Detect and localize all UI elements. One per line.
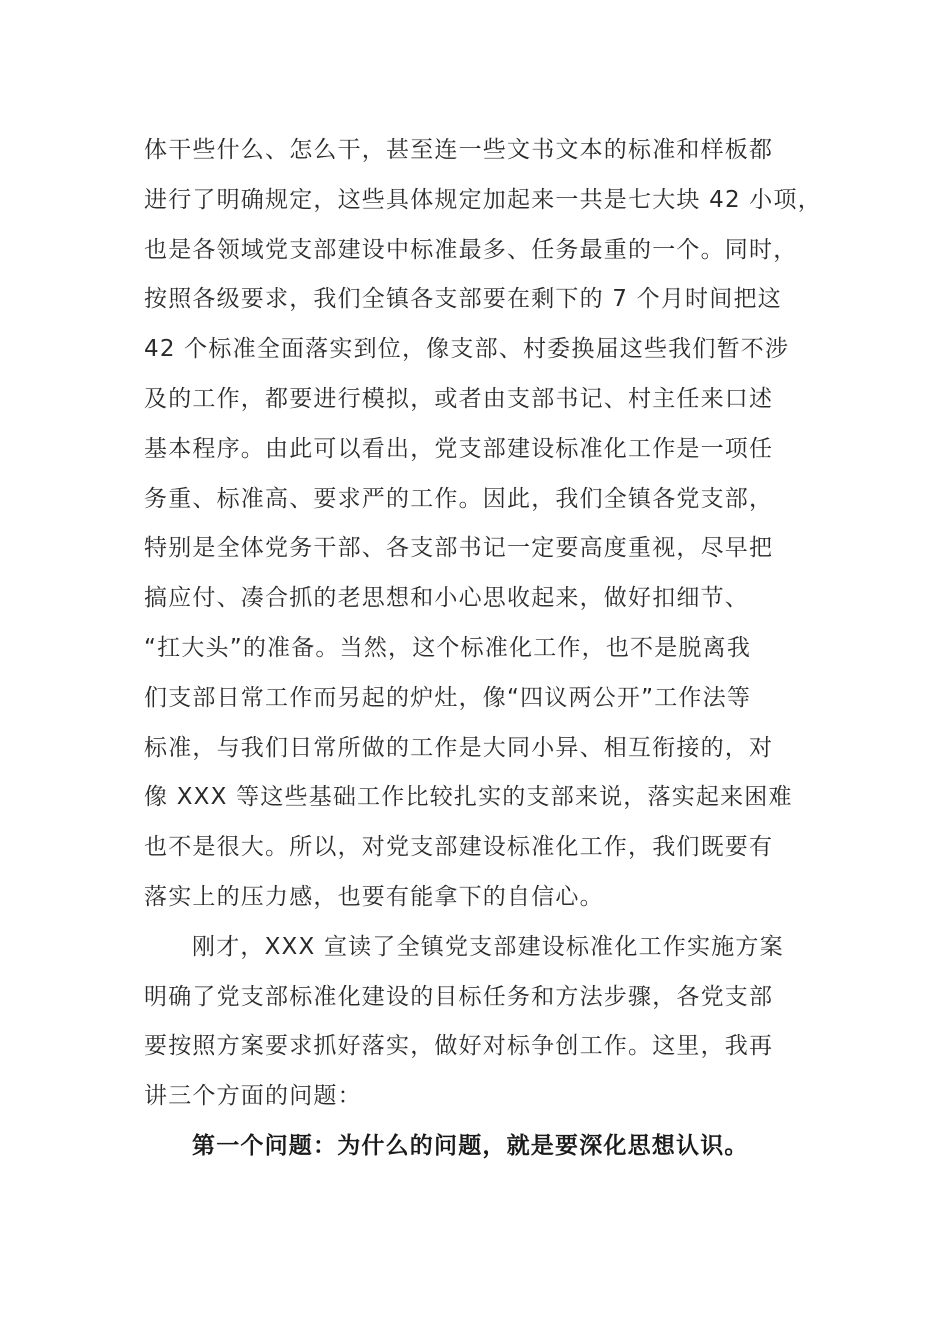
paragraph-line: 像 XXX 等这些基础工作比较扎实的支部来说，落实起来困难 <box>144 784 793 811</box>
paragraph-line: 按照各级要求，我们全镇各支部要在剩下的 7 个月时间把这 <box>144 286 782 313</box>
paragraph-line: 进行了明确规定，这些具体规定加起来一共是七大块 42 小项， <box>144 186 822 213</box>
paragraph-line: 42 个标准全面落实到位，像支部、村委换届这些我们暂不涉 <box>144 336 790 363</box>
paragraph-line: 搞应付、凑合抓的老思想和小心思收起来，做好扣细节、 <box>144 585 749 612</box>
paragraph-line: 们支部日常工作而另起的炉灶，像“四议两公开”工作法等 <box>144 684 752 711</box>
paragraph-line: 落实上的压力感，也要有能拿下的自信心。 <box>144 883 604 910</box>
paragraph-line: 明确了党支部标准化建设的目标任务和方法步骤，各党支部 <box>144 983 774 1010</box>
paragraph-line: 体干些什么、怎么干，甚至连一些文书文本的标准和样板都 <box>144 137 774 163</box>
document-body <box>144 126 822 1172</box>
paragraph-line: 特别是全体党务干部、各支部书记一定要高度重视，尽早把 <box>144 535 774 562</box>
paragraph-line: 也是各领域党支部建设中标准最多、任务最重的一个。同时， <box>144 236 798 263</box>
paragraph-2 <box>144 923 816 1122</box>
section-heading: 第一个问题：为什么的问题，就是要深化思想认识。 <box>192 1132 749 1159</box>
paragraph-line: 务重、标准高、要求严的工作。因此，我们全镇各党支部， <box>144 485 774 512</box>
paragraph-line: 基本程序。由此可以看出，党支部建设标准化工作是一项任 <box>144 435 774 462</box>
paragraph-line: 要按照方案要求抓好落实，做好对标争创工作。这里，我再 <box>144 1033 774 1060</box>
paragraph-line: 刚才，XXX 宣读了全镇党支部建设标准化工作实施方案 <box>192 933 784 960</box>
paragraph-line: “扛大头”的准备。当然，这个标准化工作，也不是脱离我 <box>144 634 752 661</box>
paragraph-line: 也不是很大。所以，对党支部建设标准化工作，我们既要有 <box>144 834 774 861</box>
paragraph-line: 及的工作，都要进行模拟，或者由支部书记、村主任来口述 <box>144 385 774 412</box>
paragraph-line: 标准，与我们日常所做的工作是大同小异、相互衔接的，对 <box>144 734 774 761</box>
paragraph-1 <box>144 126 822 923</box>
paragraph-line: 讲三个方面的问题： <box>144 1083 362 1110</box>
